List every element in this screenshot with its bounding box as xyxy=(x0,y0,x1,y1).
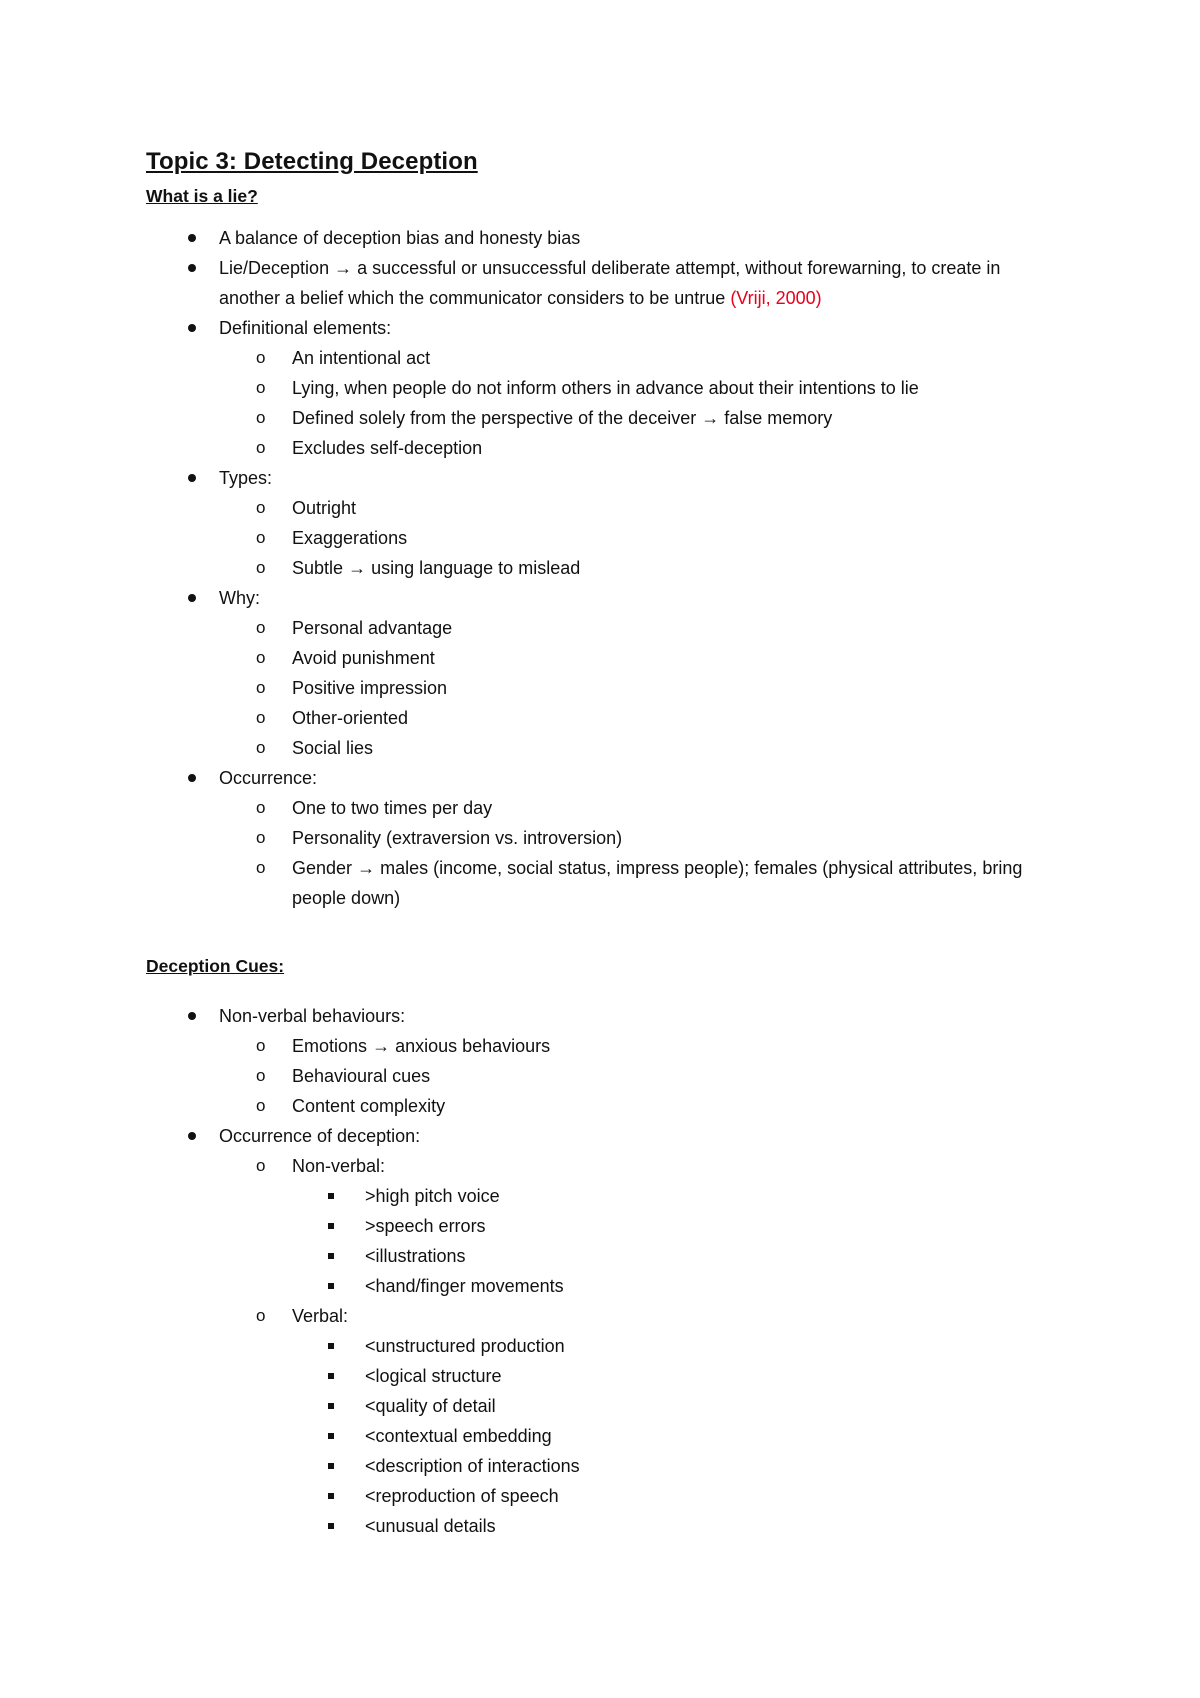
sub-bullet-icon: o xyxy=(256,408,266,427)
bullet-icon xyxy=(188,234,196,242)
what-is-a-lie-list xyxy=(146,223,1066,913)
square-bullet-icon xyxy=(328,1463,334,1469)
sub-bullet-icon: o xyxy=(256,738,266,757)
section-heading-deception-cues: Deception Cues: xyxy=(146,956,285,976)
sub-list-item-gender: o Gender → males (income, social status, impress people); females (physical attributes, bring people down) xyxy=(146,853,1066,913)
sub-list-item: o Excludes self-deception xyxy=(146,433,1066,463)
sub-bullet-icon: o xyxy=(256,1036,266,1055)
bullet-icon xyxy=(188,1132,196,1140)
sub-bullet-icon: o xyxy=(256,858,266,877)
sub-bullet-icon: o xyxy=(256,438,266,457)
list-item: Why: xyxy=(146,583,1066,613)
square-bullet-icon xyxy=(328,1493,334,1499)
square-bullet-icon xyxy=(328,1253,334,1259)
sub-bullet-icon: o xyxy=(256,348,266,367)
sub-list-item: o Personality (extraversion vs. introversion) xyxy=(146,823,1066,853)
list-item: Types: xyxy=(146,463,1066,493)
sub-list-item: o Behavioural cues xyxy=(146,1061,1066,1091)
deception-cues-list xyxy=(146,1001,1066,1541)
sub-bullet-icon: o xyxy=(256,618,266,637)
sub-sub-list-item: >speech errors xyxy=(146,1211,1066,1241)
list-item: Occurrence of deception: xyxy=(146,1121,1066,1151)
sub-list-item: o Social lies xyxy=(146,733,1066,763)
sub-bullet-icon: o xyxy=(256,1066,266,1085)
sub-sub-list-item: <contextual embedding xyxy=(146,1421,1066,1451)
sub-bullet-icon: o xyxy=(256,1096,266,1115)
sub-list-item: o Emotions → anxious behaviours xyxy=(146,1031,1066,1061)
sub-list-item: o Other-oriented xyxy=(146,703,1066,733)
sub-bullet-icon: o xyxy=(256,498,266,517)
bullet-icon xyxy=(188,324,196,332)
sub-list-item: o Positive impression xyxy=(146,673,1066,703)
sub-bullet-icon: o xyxy=(256,1156,266,1175)
sub-sub-list-item: <description of interactions xyxy=(146,1451,1066,1481)
sub-sub-list-item: <quality of detail xyxy=(146,1391,1066,1421)
sub-bullet-icon: o xyxy=(256,528,266,547)
square-bullet-icon xyxy=(328,1523,334,1529)
sub-bullet-icon: o xyxy=(256,378,266,397)
arrow-icon: → xyxy=(357,858,376,878)
square-bullet-icon xyxy=(328,1283,334,1289)
sub-list-item: o Lying, when people do not inform others in advance about their intentions to lie xyxy=(146,373,1066,403)
sub-list-item: o Subtle → using language to mislead xyxy=(146,553,1066,583)
sub-bullet-icon: o xyxy=(256,558,266,577)
bullet-icon xyxy=(188,264,196,272)
square-bullet-icon xyxy=(328,1193,334,1199)
list-item: Definitional elements: xyxy=(146,313,1066,343)
bullet-icon xyxy=(188,594,196,602)
list-item: Occurrence: xyxy=(146,763,1066,793)
list-item-lie-definition: Lie/Deception → a successful or unsuccessful deliberate attempt, without forewarning, to create in another a belief which the communicator considers to be untrue (Vriji, 2000) xyxy=(146,253,1066,313)
sub-list-item: o Avoid punishment xyxy=(146,643,1066,673)
section-heading-what-is-a-lie: What is a lie? xyxy=(146,186,258,206)
sub-sub-list-item: >high pitch voice xyxy=(146,1181,1066,1211)
citation: (Vriji, 2000) xyxy=(730,288,822,308)
sub-list-item: o Outright xyxy=(146,493,1066,523)
list-item: Non-verbal behaviours: xyxy=(146,1001,1066,1031)
sub-sub-list-item: <unstructured production xyxy=(146,1331,1066,1361)
arrow-icon: → xyxy=(701,408,720,428)
sub-list-item: o Verbal: xyxy=(146,1301,1066,1331)
sub-sub-list-item: <hand/finger movements xyxy=(146,1271,1066,1301)
sub-list-item: o One to two times per day xyxy=(146,793,1066,823)
arrow-icon: → xyxy=(372,1036,391,1056)
sub-sub-list-item: <reproduction of speech xyxy=(146,1481,1066,1511)
sub-sub-list-item: <logical structure xyxy=(146,1361,1066,1391)
arrow-icon: → xyxy=(348,558,367,578)
sub-sub-list-item: <unusual details xyxy=(146,1511,1066,1541)
sub-list-item: o Personal advantage xyxy=(146,613,1066,643)
page-title: Topic 3: Detecting Deception xyxy=(146,148,478,175)
square-bullet-icon xyxy=(328,1343,334,1349)
bullet-icon xyxy=(188,774,196,782)
sub-sub-list-item: <illustrations xyxy=(146,1241,1066,1271)
sub-bullet-icon: o xyxy=(256,1306,266,1325)
square-bullet-icon xyxy=(328,1223,334,1229)
bullet-icon xyxy=(188,1012,196,1020)
sub-list-item: o An intentional act xyxy=(146,343,1066,373)
square-bullet-icon xyxy=(328,1403,334,1409)
arrow-icon: → xyxy=(334,258,353,278)
sub-list-item: o Exaggerations xyxy=(146,523,1066,553)
list-item: A balance of deception bias and honesty bias xyxy=(146,223,1066,253)
sub-list-item: o Defined solely from the perspective of the deceiver → false memory xyxy=(146,403,1066,433)
square-bullet-icon xyxy=(328,1373,334,1379)
sub-bullet-icon: o xyxy=(256,828,266,847)
square-bullet-icon xyxy=(328,1433,334,1439)
sub-bullet-icon: o xyxy=(256,648,266,667)
sub-bullet-icon: o xyxy=(256,708,266,727)
sub-bullet-icon: o xyxy=(256,678,266,697)
bullet-icon xyxy=(188,474,196,482)
sub-list-item: o Content complexity xyxy=(146,1091,1066,1121)
sub-bullet-icon: o xyxy=(256,798,266,817)
sub-list-item: o Non-verbal: xyxy=(146,1151,1066,1181)
